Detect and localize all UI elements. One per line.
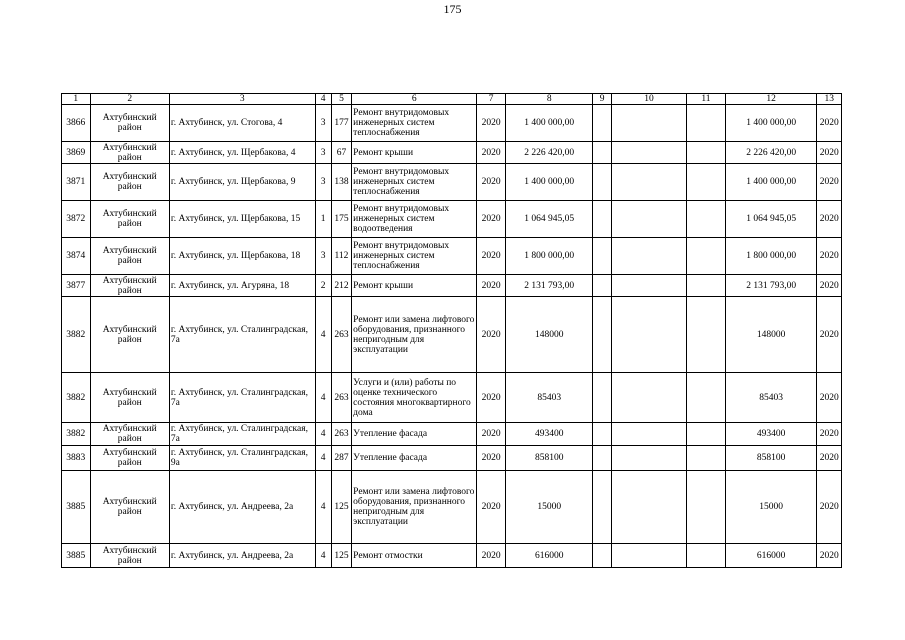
cell-c10 (611, 105, 686, 142)
cell-address: г. Ахтубинск, ул. Агуряна, 18 (169, 275, 315, 297)
table-row (62, 238, 842, 275)
cell-c11 (687, 471, 726, 544)
cell-year: 2020 (477, 105, 506, 142)
table-row (62, 105, 842, 142)
cell-c12: 1 400 000,00 (725, 105, 817, 142)
cell-address: г. Ахтубинск, ул. Щербакова, 9 (169, 164, 315, 201)
cell-total: 85403 (505, 373, 593, 423)
table-row (62, 373, 842, 423)
cell-apts: 212 (331, 275, 351, 297)
cell-address: г. Ахтубинск, ул. Сталинградская, 7а (169, 423, 315, 446)
cell-district: Ахтубинский район (90, 142, 169, 164)
cell-end-year: 2020 (817, 423, 842, 446)
cell-apts: 177 (331, 105, 351, 142)
cell-c11 (687, 297, 726, 373)
page-number: 175 (443, 2, 462, 16)
cell-district: Ахтубинский район (90, 164, 169, 201)
cell-floors: 4 (315, 423, 331, 446)
table-row (62, 471, 842, 544)
cell-district: Ахтубинский район (90, 423, 169, 446)
cell-c11 (687, 423, 726, 446)
cell-total: 148000 (505, 297, 593, 373)
cell-district: Ахтубинский район (90, 275, 169, 297)
cell-c12: 85403 (725, 373, 817, 423)
cell-c9 (593, 238, 611, 275)
cell-c12: 1 064 945,05 (725, 201, 817, 238)
cell-apts: 287 (331, 446, 351, 471)
column-header: 4 (315, 94, 331, 105)
column-header: 5 (331, 94, 351, 105)
cell-floors: 3 (315, 105, 331, 142)
cell-c10 (611, 142, 686, 164)
cell-work: Утепление фасада (352, 423, 477, 446)
cell-address: г. Ахтубинск, ул. Андреева, 2а (169, 544, 315, 568)
cell-address: г. Ахтубинск, ул. Щербакова, 4 (169, 142, 315, 164)
column-header: 1 (62, 94, 91, 105)
cell-c10 (611, 201, 686, 238)
cell-address: г. Ахтубинск, ул. Стогова, 4 (169, 105, 315, 142)
cell-address: г. Ахтубинск, ул. Сталинградская, 7а (169, 297, 315, 373)
cell-address: г. Ахтубинск, ул. Андреева, 2а (169, 471, 315, 544)
cell-c11 (687, 275, 726, 297)
cell-c9 (593, 164, 611, 201)
cell-c11 (687, 142, 726, 164)
cell-district: Ахтубинский район (90, 105, 169, 142)
cell-district: Ахтубинский район (90, 201, 169, 238)
cell-id: 3877 (62, 275, 91, 297)
cell-address: г. Ахтубинск, ул. Сталинградская, 9а (169, 446, 315, 471)
cell-total: 15000 (505, 471, 593, 544)
cell-district: Ахтубинский район (90, 446, 169, 471)
cell-id: 3885 (62, 471, 91, 544)
cell-id: 3885 (62, 544, 91, 568)
cell-district: Ахтубинский район (90, 544, 169, 568)
cell-c11 (687, 446, 726, 471)
cell-floors: 1 (315, 201, 331, 238)
column-header: 7 (477, 94, 506, 105)
cell-c12: 15000 (725, 471, 817, 544)
cell-apts: 175 (331, 201, 351, 238)
cell-c9 (593, 373, 611, 423)
cell-district: Ахтубинский район (90, 238, 169, 275)
cell-work: Ремонт внутридомовых инженерных систем водоотведения (352, 201, 477, 238)
cell-year: 2020 (477, 238, 506, 275)
column-header: 12 (725, 94, 817, 105)
cell-work: Ремонт отмостки (352, 544, 477, 568)
cell-id: 3882 (62, 373, 91, 423)
cell-apts: 125 (331, 544, 351, 568)
cell-work: Ремонт крыши (352, 275, 477, 297)
cell-c9 (593, 201, 611, 238)
cell-total: 1 800 000,00 (505, 238, 593, 275)
cell-work: Ремонт или замена лифтового оборудования, признанного непригодным для эксплуатации (352, 471, 477, 544)
cell-c10 (611, 471, 686, 544)
cell-work: Ремонт внутридомовых инженерных систем теплоснабжения (352, 105, 477, 142)
cell-c12: 493400 (725, 423, 817, 446)
cell-end-year: 2020 (817, 446, 842, 471)
cell-c11 (687, 201, 726, 238)
cell-year: 2020 (477, 446, 506, 471)
cell-c11 (687, 544, 726, 568)
cell-floors: 3 (315, 238, 331, 275)
cell-year: 2020 (477, 201, 506, 238)
cell-c10 (611, 275, 686, 297)
cell-c10 (611, 164, 686, 201)
cell-c12: 2 131 793,00 (725, 275, 817, 297)
cell-total: 493400 (505, 423, 593, 446)
cell-c12: 2 226 420,00 (725, 142, 817, 164)
cell-c10 (611, 297, 686, 373)
cell-end-year: 2020 (817, 373, 842, 423)
cell-end-year: 2020 (817, 238, 842, 275)
cell-work: Ремонт или замена лифтового оборудования, признанного непригодным для эксплуатации (352, 297, 477, 373)
table-row (62, 164, 842, 201)
cell-id: 3866 (62, 105, 91, 142)
cell-end-year: 2020 (817, 544, 842, 568)
cell-total: 2 131 793,00 (505, 275, 593, 297)
header-row (62, 94, 842, 105)
cell-end-year: 2020 (817, 201, 842, 238)
cell-c11 (687, 373, 726, 423)
cell-year: 2020 (477, 423, 506, 446)
cell-c11 (687, 238, 726, 275)
column-header: 2 (90, 94, 169, 105)
cell-district: Ахтубинский район (90, 297, 169, 373)
cell-year: 2020 (477, 164, 506, 201)
cell-c9 (593, 423, 611, 446)
cell-year: 2020 (477, 142, 506, 164)
cell-floors: 4 (315, 373, 331, 423)
cell-c10 (611, 544, 686, 568)
column-header: 10 (611, 94, 686, 105)
cell-year: 2020 (477, 471, 506, 544)
cell-end-year: 2020 (817, 105, 842, 142)
cell-apts: 263 (331, 297, 351, 373)
table-row (62, 423, 842, 446)
cell-district: Ахтубинский район (90, 373, 169, 423)
cell-c10 (611, 423, 686, 446)
cell-c9 (593, 297, 611, 373)
cell-work: Утепление фасада (352, 446, 477, 471)
cell-year: 2020 (477, 373, 506, 423)
cell-id: 3872 (62, 201, 91, 238)
cell-end-year: 2020 (817, 297, 842, 373)
cell-total: 2 226 420,00 (505, 142, 593, 164)
cell-id: 3871 (62, 164, 91, 201)
table-row (62, 544, 842, 568)
cell-c9 (593, 142, 611, 164)
cell-apts: 263 (331, 373, 351, 423)
cell-c9 (593, 446, 611, 471)
cell-apts: 67 (331, 142, 351, 164)
cell-end-year: 2020 (817, 471, 842, 544)
cell-total: 1 064 945,05 (505, 201, 593, 238)
cell-total: 1 400 000,00 (505, 105, 593, 142)
cell-apts: 112 (331, 238, 351, 275)
cell-c9 (593, 275, 611, 297)
cell-id: 3869 (62, 142, 91, 164)
cell-year: 2020 (477, 275, 506, 297)
cell-c9 (593, 471, 611, 544)
cell-floors: 3 (315, 142, 331, 164)
cell-c12: 148000 (725, 297, 817, 373)
cell-floors: 4 (315, 544, 331, 568)
table-body (62, 94, 842, 568)
cell-c10 (611, 446, 686, 471)
cell-work: Ремонт внутридомовых инженерных систем теплоснабжения (352, 164, 477, 201)
cell-c10 (611, 238, 686, 275)
cell-total: 1 400 000,00 (505, 164, 593, 201)
cell-id: 3882 (62, 423, 91, 446)
table-row (62, 275, 842, 297)
cell-c12: 616000 (725, 544, 817, 568)
cell-work: Ремонт крыши (352, 142, 477, 164)
cell-apts: 263 (331, 423, 351, 446)
cell-floors: 4 (315, 446, 331, 471)
cell-district: Ахтубинский район (90, 471, 169, 544)
table-row (62, 297, 842, 373)
table-row (62, 142, 842, 164)
cell-total: 858100 (505, 446, 593, 471)
cell-c12: 858100 (725, 446, 817, 471)
cell-c10 (611, 373, 686, 423)
cell-end-year: 2020 (817, 164, 842, 201)
capital-repair-table (61, 93, 842, 568)
cell-id: 3882 (62, 297, 91, 373)
column-header: 11 (687, 94, 726, 105)
cell-address: г. Ахтубинск, ул. Щербакова, 18 (169, 238, 315, 275)
column-header: 9 (593, 94, 611, 105)
cell-id: 3874 (62, 238, 91, 275)
cell-c11 (687, 105, 726, 142)
cell-year: 2020 (477, 544, 506, 568)
table-row (62, 446, 842, 471)
cell-apts: 125 (331, 471, 351, 544)
cell-floors: 2 (315, 275, 331, 297)
cell-total: 616000 (505, 544, 593, 568)
cell-address: г. Ахтубинск, ул. Щербакова, 15 (169, 201, 315, 238)
column-header: 13 (817, 94, 842, 105)
cell-end-year: 2020 (817, 275, 842, 297)
cell-c11 (687, 164, 726, 201)
table-row (62, 201, 842, 238)
column-header: 8 (505, 94, 593, 105)
cell-c9 (593, 105, 611, 142)
cell-year: 2020 (477, 297, 506, 373)
column-header: 6 (352, 94, 477, 105)
cell-work: Ремонт внутридомовых инженерных систем теплоснабжения (352, 238, 477, 275)
cell-floors: 4 (315, 297, 331, 373)
cell-id: 3883 (62, 446, 91, 471)
cell-floors: 3 (315, 164, 331, 201)
cell-work: Услуги и (или) работы по оценке технического состояния многоквартирного дома (352, 373, 477, 423)
cell-c12: 1 800 000,00 (725, 238, 817, 275)
cell-end-year: 2020 (817, 142, 842, 164)
cell-c12: 1 400 000,00 (725, 164, 817, 201)
cell-floors: 4 (315, 471, 331, 544)
cell-apts: 138 (331, 164, 351, 201)
column-header: 3 (169, 94, 315, 105)
cell-address: г. Ахтубинск, ул. Сталинградская, 7а (169, 373, 315, 423)
cell-c9 (593, 544, 611, 568)
